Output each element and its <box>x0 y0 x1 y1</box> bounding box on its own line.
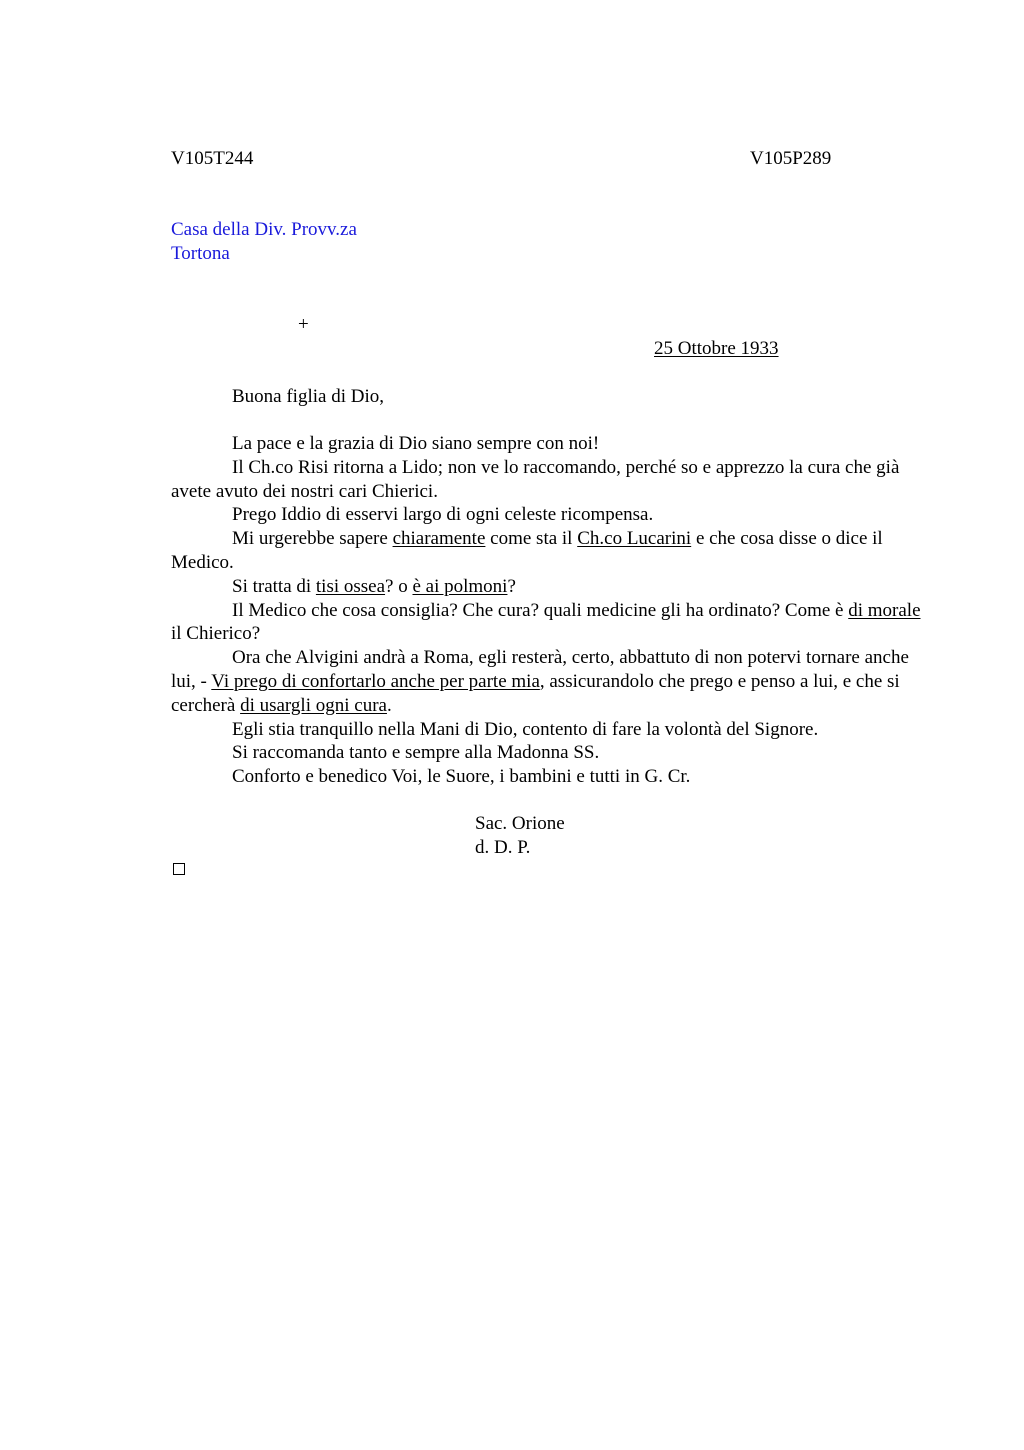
body-paragraph <box>171 575 929 599</box>
paragraph-text: Ora che Alvigini andrà a Roma, egli resterà, certo, abbattuto di non potervi tornare anche lui, - <box>171 647 909 692</box>
underlined-text: di usargli ogni cura <box>240 694 387 716</box>
underlined-text: Ch.co Lucarini <box>577 528 692 550</box>
underlined-text: è ai polmoni <box>412 575 508 597</box>
signature-line-1: Sac. Orione <box>475 813 565 834</box>
paragraph-text: e che cosa disse o dice il Medico. <box>171 528 883 573</box>
paragraph-text: Il Ch.co Risi ritorna a Lido; non ve lo raccomando, perché so e apprezzo la cura che già avete avuto dei nostri cari Chierici. <box>171 456 900 502</box>
paragraph-text: Conforto e benedico Voi, le Suore, i bambini e tutti in G. Cr. <box>232 766 691 788</box>
paragraph-text: Il Medico che cosa consiglia? Che cura? quali medicine gli ha ordinato? Come è <box>232 599 849 621</box>
sender-address-line-2: Tortona <box>171 243 230 264</box>
body-paragraph <box>171 646 929 717</box>
paragraph-text: Egli stia tranquillo nella Mani di Dio, contento di fare la volontà del Signore. <box>232 718 819 740</box>
paragraph-text: Si tratta di <box>232 575 316 597</box>
paragraph-text: . <box>386 694 392 716</box>
checkbox-icon <box>173 863 185 875</box>
body-paragraph <box>171 741 929 765</box>
paragraph-text: ? <box>507 575 516 597</box>
paragraph-text: Mi urgerebbe sapere <box>232 528 393 550</box>
body-paragraph <box>171 432 929 456</box>
underlined-text: tisi ossea <box>315 575 386 597</box>
body-paragraph <box>171 765 929 789</box>
header-right-code: V105P289 <box>750 148 832 169</box>
paragraph-text: come sta il <box>485 528 578 550</box>
paragraph-text: La pace e la grazia di Dio siano sempre con noi! <box>232 433 600 454</box>
underlined-text: di morale <box>848 599 921 621</box>
underlined-text: chiaramente <box>392 528 486 550</box>
salutation: Buona figlia di Dio, <box>232 386 384 407</box>
sender-address-line-1: Casa della Div. Provv.za <box>171 219 357 240</box>
body-paragraph <box>171 599 929 647</box>
body-paragraph <box>171 718 929 742</box>
letter-body <box>171 432 929 789</box>
body-paragraph <box>171 456 929 504</box>
body-paragraph <box>171 527 929 575</box>
paragraph-text: , assicurandolo che prego e penso a lui, e che si cercherà <box>171 670 900 716</box>
paragraph-text: Prego Iddio di esservi largo di ogni celeste ricompensa. <box>232 504 654 526</box>
cross-symbol: + <box>298 314 309 335</box>
letter-date: 25 Ottobre 1933 <box>654 338 779 359</box>
signature-line-2: d. D. P. <box>475 837 531 858</box>
paragraph-text: Si raccomanda tanto e sempre alla Madonna SS. <box>232 742 600 764</box>
body-paragraph <box>171 503 929 527</box>
underlined-text: Vi prego di confortarlo anche per parte mia <box>211 670 540 692</box>
paragraph-text: il Chierico? <box>171 623 261 645</box>
header-left-code: V105T244 <box>171 148 254 169</box>
paragraph-text: ? o <box>385 575 413 597</box>
